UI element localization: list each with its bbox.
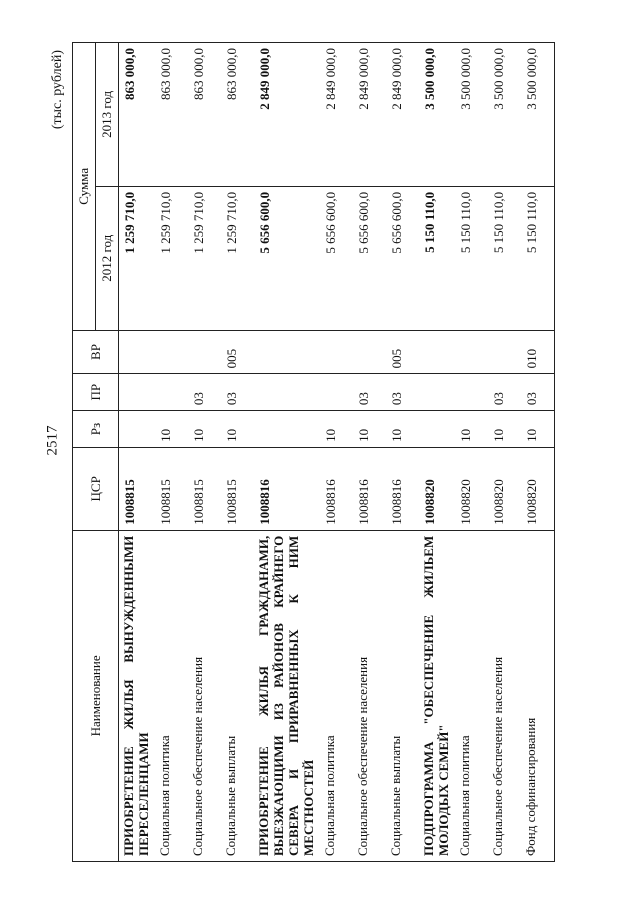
rz-cell: 10 bbox=[488, 411, 521, 448]
sum-2012-cell: 5 656 600,0 bbox=[386, 186, 419, 330]
pr-cell: 03 bbox=[386, 374, 419, 411]
csr-cell: 1008820 bbox=[521, 447, 555, 530]
rz-cell: 10 bbox=[386, 411, 419, 448]
pr-cell: 03 bbox=[221, 374, 254, 411]
name-cell: Фонд софинансирования bbox=[521, 530, 555, 861]
sum-2013-cell: 863 000,0 bbox=[188, 43, 221, 187]
table-row bbox=[521, 43, 555, 862]
table-row bbox=[320, 43, 353, 862]
rotated-page bbox=[50, 42, 570, 862]
vr-cell bbox=[188, 330, 221, 374]
name-cell: Социальные выплаты bbox=[221, 530, 254, 861]
csr-cell: 1008820 bbox=[419, 447, 455, 530]
sum-2012-cell: 5 150 110,0 bbox=[419, 186, 455, 330]
sum-2013-cell: 863 000,0 bbox=[155, 43, 188, 187]
rz-cell: 10 bbox=[221, 411, 254, 448]
sum-2013-cell: 2 849 000,0 bbox=[353, 43, 386, 187]
table-row bbox=[221, 43, 254, 862]
sum-2012-cell: 1 259 710,0 bbox=[155, 186, 188, 330]
header-vr: ВР bbox=[73, 330, 119, 374]
rz-cell bbox=[254, 411, 320, 448]
table-row bbox=[119, 43, 155, 862]
table-row bbox=[488, 43, 521, 862]
csr-cell: 1008816 bbox=[386, 447, 419, 530]
vr-cell bbox=[119, 330, 155, 374]
table-row bbox=[155, 43, 188, 862]
header-rz: Рз bbox=[73, 411, 119, 448]
sum-2012-cell: 1 259 710,0 bbox=[188, 186, 221, 330]
pr-cell bbox=[320, 374, 353, 411]
pr-cell: 03 bbox=[353, 374, 386, 411]
sum-2013-cell: 3 500 000,0 bbox=[455, 43, 488, 187]
table-row bbox=[254, 43, 320, 862]
sum-2012-cell: 1 259 710,0 bbox=[221, 186, 254, 330]
sum-2013-cell: 863 000,0 bbox=[221, 43, 254, 187]
csr-cell: 1008815 bbox=[188, 447, 221, 530]
sum-2013-cell: 3 500 000,0 bbox=[488, 43, 521, 187]
name-cell: Социальная политика bbox=[455, 530, 488, 861]
rz-cell bbox=[419, 411, 455, 448]
rz-cell: 10 bbox=[155, 411, 188, 448]
pr-cell bbox=[119, 374, 155, 411]
csr-cell: 1008820 bbox=[488, 447, 521, 530]
csr-cell: 1008815 bbox=[155, 447, 188, 530]
rz-cell: 10 bbox=[320, 411, 353, 448]
name-cell: Социальное обеспечение населения bbox=[188, 530, 221, 861]
vr-cell: 005 bbox=[221, 330, 254, 374]
vr-cell bbox=[320, 330, 353, 374]
name-cell: ПРИОБРЕТЕНИЕ ЖИЛЬЯ ГРАЖДАНАМИ, ВЫЕЗЖАЮЩИМИ ИЗ РАЙОНОВ КРАЙНЕГО СЕВЕРА И ПРИРАВНЕННЫХ К НИМ МЕСТНОСТЕЙ bbox=[254, 530, 320, 861]
unit-label: (тыс. рублей) bbox=[50, 50, 65, 130]
name-cell: ПОДПРОГРАММА "ОБЕСПЕЧЕНИЕ ЖИЛЬЕМ МОЛОДЫХ СЕМЕЙ" bbox=[419, 530, 455, 861]
sum-2013-cell: 2 849 000,0 bbox=[320, 43, 353, 187]
sum-2012-cell: 5 150 110,0 bbox=[521, 186, 555, 330]
pr-cell bbox=[254, 374, 320, 411]
csr-cell: 1008815 bbox=[221, 447, 254, 530]
pr-cell bbox=[455, 374, 488, 411]
name-cell: Социальная политика bbox=[320, 530, 353, 861]
page-number: 2517 bbox=[44, 425, 61, 456]
rz-cell bbox=[119, 411, 155, 448]
sum-2012-cell: 5 656 600,0 bbox=[320, 186, 353, 330]
budget-table bbox=[72, 42, 555, 862]
rz-cell: 10 bbox=[455, 411, 488, 448]
csr-cell: 1008816 bbox=[254, 447, 320, 530]
sum-2012-cell: 5 150 110,0 bbox=[455, 186, 488, 330]
rz-cell: 10 bbox=[353, 411, 386, 448]
table-row bbox=[419, 43, 455, 862]
header-2012: 2012 год bbox=[96, 186, 119, 330]
vr-cell bbox=[353, 330, 386, 374]
header-csr: ЦСР bbox=[73, 447, 119, 530]
sum-2013-cell: 3 500 000,0 bbox=[419, 43, 455, 187]
csr-cell: 1008816 bbox=[353, 447, 386, 530]
vr-cell bbox=[488, 330, 521, 374]
pr-cell bbox=[419, 374, 455, 411]
vr-cell bbox=[254, 330, 320, 374]
name-cell: Социальные выплаты bbox=[386, 530, 419, 861]
csr-cell: 1008816 bbox=[320, 447, 353, 530]
header-2013: 2013 год bbox=[96, 43, 119, 187]
rz-cell: 10 bbox=[521, 411, 555, 448]
vr-cell bbox=[155, 330, 188, 374]
vr-cell: 010 bbox=[521, 330, 555, 374]
pr-cell: 03 bbox=[521, 374, 555, 411]
vr-cell: 005 bbox=[386, 330, 419, 374]
vr-cell bbox=[455, 330, 488, 374]
csr-cell: 1008815 bbox=[119, 447, 155, 530]
name-cell: Социальное обеспечение населения bbox=[353, 530, 386, 861]
sum-2013-cell: 2 849 000,0 bbox=[254, 43, 320, 187]
sum-2012-cell: 1 259 710,0 bbox=[119, 186, 155, 330]
header-sum: Сумма bbox=[73, 43, 96, 331]
name-cell: Социальное обеспечение населения bbox=[488, 530, 521, 861]
sum-2012-cell: 5 656 600,0 bbox=[353, 186, 386, 330]
table-row bbox=[386, 43, 419, 862]
pr-cell: 03 bbox=[488, 374, 521, 411]
header-name: Наименование bbox=[73, 530, 119, 861]
pr-cell: 03 bbox=[188, 374, 221, 411]
rz-cell: 10 bbox=[188, 411, 221, 448]
sum-2012-cell: 5 656 600,0 bbox=[254, 186, 320, 330]
sum-2013-cell: 2 849 000,0 bbox=[386, 43, 419, 187]
pr-cell bbox=[155, 374, 188, 411]
csr-cell: 1008820 bbox=[455, 447, 488, 530]
table-row bbox=[455, 43, 488, 862]
table-row bbox=[188, 43, 221, 862]
sum-2013-cell: 863 000,0 bbox=[119, 43, 155, 187]
header-pr: ПР bbox=[73, 374, 119, 411]
table-row bbox=[353, 43, 386, 862]
sum-2013-cell: 3 500 000,0 bbox=[521, 43, 555, 187]
table-body bbox=[119, 43, 555, 862]
sum-2012-cell: 5 150 110,0 bbox=[488, 186, 521, 330]
name-cell: Социальная политика bbox=[155, 530, 188, 861]
name-cell: ПРИОБРЕТЕНИЕ ЖИЛЬЯ ВЫНУЖДЕННЫМИ ПЕРЕСЕЛЕНЦАМИ bbox=[119, 530, 155, 861]
vr-cell bbox=[419, 330, 455, 374]
